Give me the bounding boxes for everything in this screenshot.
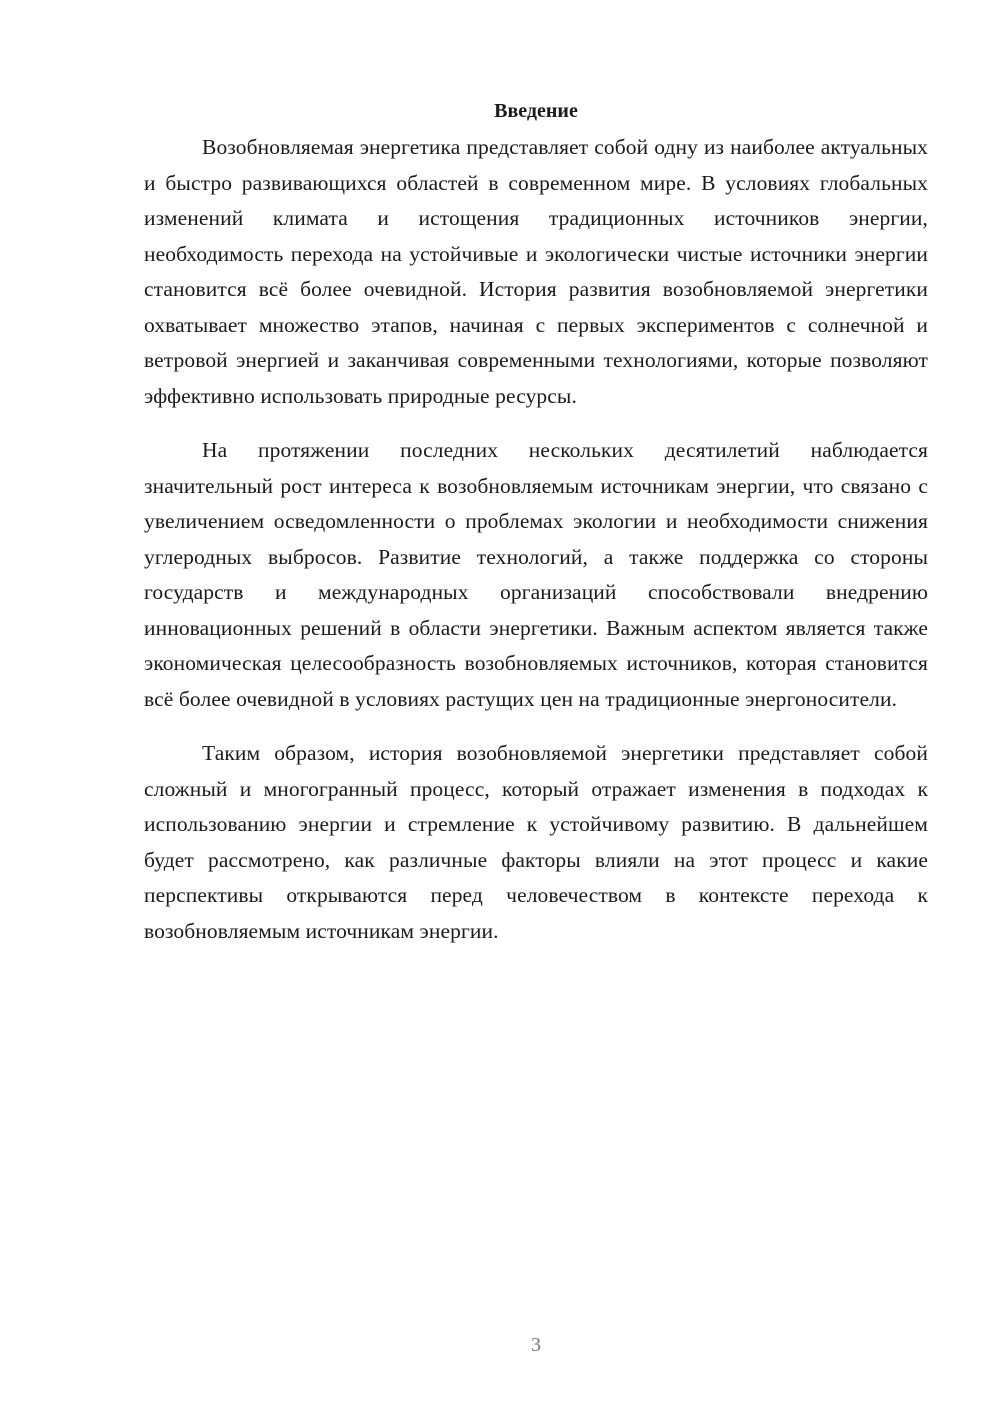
paragraph-1: Возобновляемая энергетика представляет собой одну из наиболее актуальных и быстро развивающихся областей в современном мире. В условиях глобальных изменений климата и истощения традиционных источников энергии, необходимость перехода на устойчивые и экологически чистые источники энергии становится всё более очевидной. История развития возобновляемой энергетики охватывает множество этапов, начиная с первых экспериментов с солнечной и ветровой энергией и заканчивая современными технологиями, которые позволяют эффективно использовать природные ресурсы. bbox=[144, 135, 928, 408]
paragraph-2: На протяжении последних нескольких десятилетий наблюдается значительный рост интереса к возобновляемым источникам энергии, что связано с увеличением осведомленности о проблемах экологии и необходимости снижения углеродных выбросов. Развитие технологий, а также поддержка со стороны государств и международных организаций способствовали внедрению инновационных решений в области энергетики. Важным аспектом является также экономическая целесообразность возобновляемых источников, которая становится всё более очевидной в условиях растущих цен на традиционные энергоносители. bbox=[144, 438, 928, 711]
paragraph-3: Таким образом, история возобновляемой энергетики представляет собой сложный и многогранный процесс, который отражает изменения в подходах к использованию энергии и стремление к устойчивому развитию. В дальнейшем будет рассмотрено, как различные факторы влияли на этот процесс и какие перспективы открываются перед человечеством в контексте перехода к возобновляемым источникам энергии. bbox=[144, 741, 928, 943]
page-number: 3 bbox=[531, 1334, 541, 1356]
section-title: Введение bbox=[494, 100, 578, 122]
page-body bbox=[144, 96, 928, 968]
